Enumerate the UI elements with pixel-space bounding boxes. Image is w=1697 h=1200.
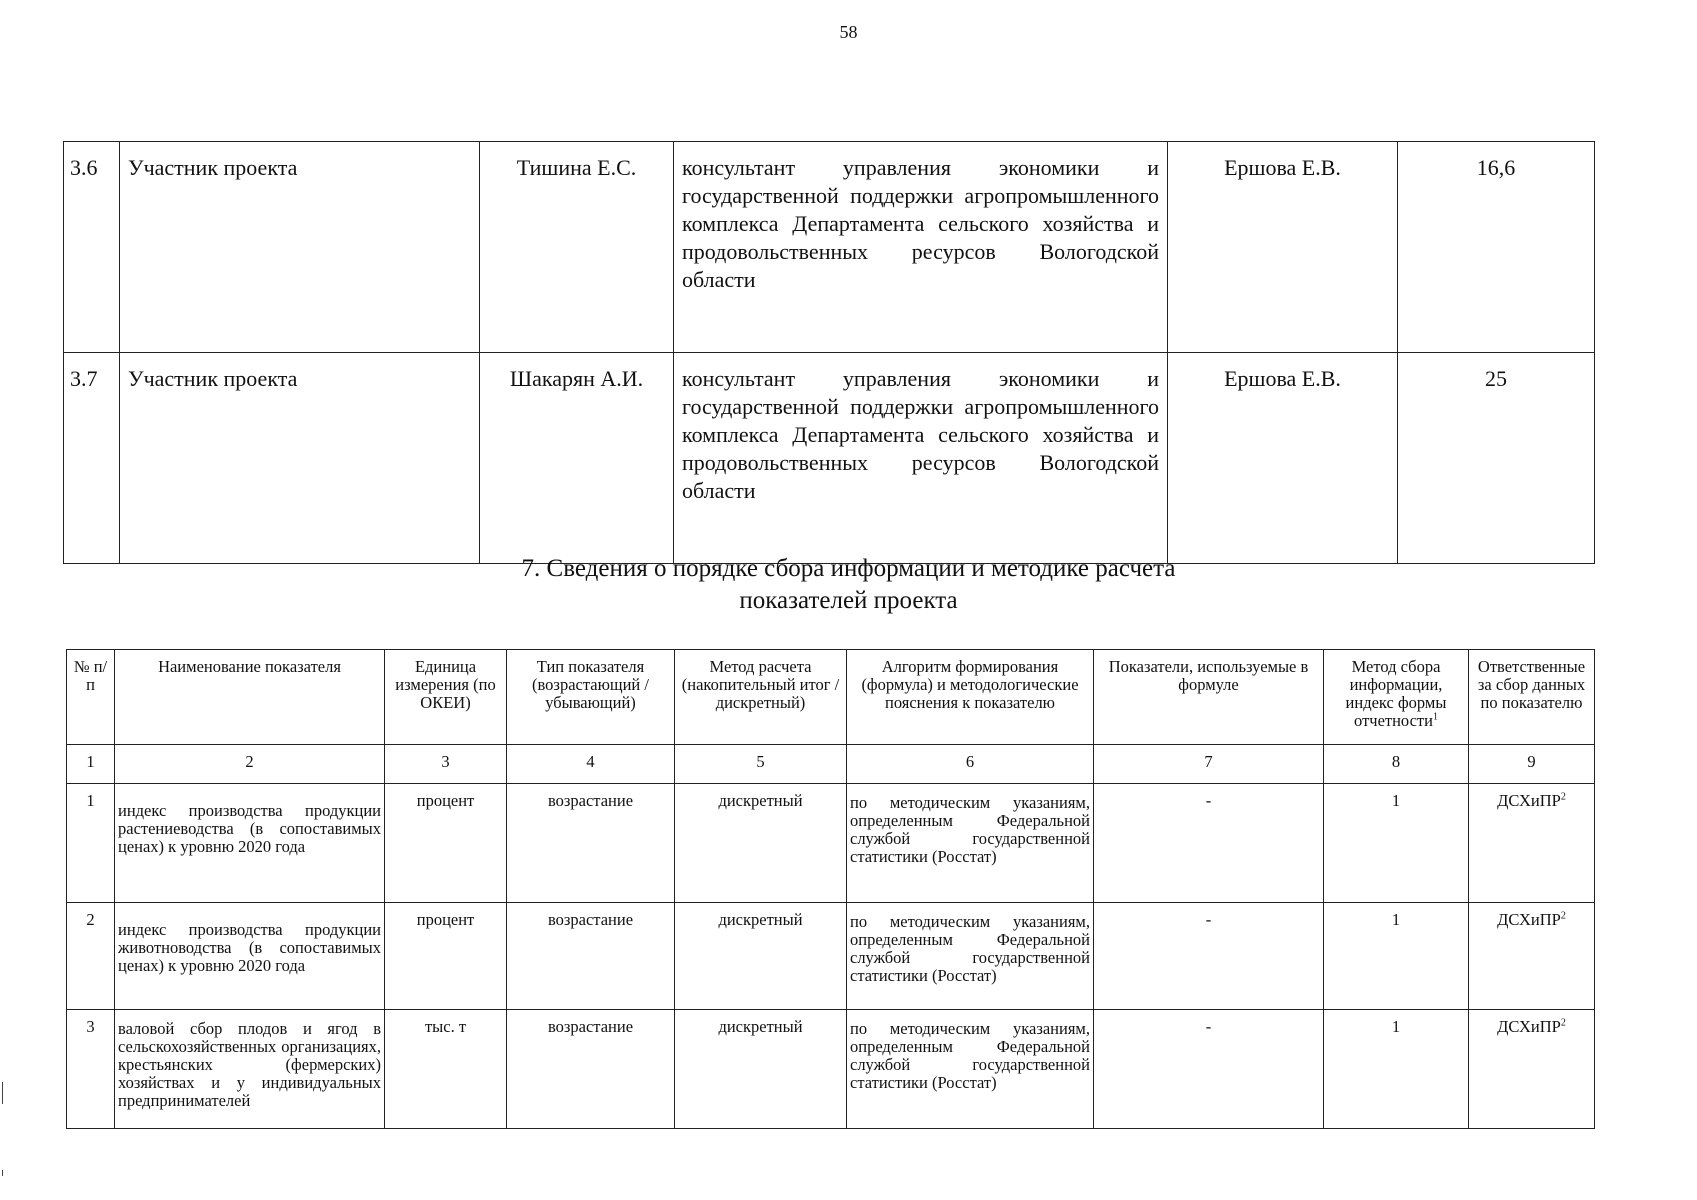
row-number: 3.6 [64, 142, 120, 353]
indicator-algorithm: по методическим указаниям, определенным Федеральной службой государственной статистики (Росстат) [847, 784, 1094, 903]
indicator-num: 1 [67, 784, 115, 903]
participant-name: Тишина Е.С. [480, 142, 674, 353]
indicator-unit: процент [385, 784, 507, 903]
table-row [67, 1010, 1595, 1129]
participant-role: Участник проекта [120, 142, 480, 353]
footnote-marker: 2 [1560, 1017, 1566, 1029]
indicator-type: возрастание [507, 903, 675, 1010]
column-number: 3 [385, 745, 507, 784]
row-number: 3.7 [64, 353, 120, 564]
indicator-algorithm: по методическим указаниям, определенным Федеральной службой государственной статистики (Росстат) [847, 903, 1094, 1010]
column-number: 5 [675, 745, 847, 784]
indicator-responsible [1469, 784, 1595, 903]
participant-percent: 16,6 [1398, 142, 1595, 353]
page-number: 58 [839, 22, 858, 42]
section-title-line-2: показателей проекта [739, 587, 958, 614]
indicator-type: возрастание [507, 1010, 675, 1129]
participant-supervisor: Ершова Е.В. [1168, 142, 1398, 353]
header-responsible: Ответственные за сбор данных по показателю [1469, 650, 1595, 745]
column-number: 7 [1094, 745, 1324, 784]
column-number: 8 [1324, 745, 1469, 784]
footnote-marker: 1 [1432, 711, 1438, 723]
indicator-collection: 1 [1324, 784, 1469, 903]
column-number: 2 [115, 745, 385, 784]
header-type: Тип показателя (возрастающий /убывающий) [507, 650, 675, 745]
indicator-formula-vars: - [1094, 1010, 1324, 1129]
header-num: № п/п [67, 650, 115, 745]
header-row [67, 650, 1595, 745]
header-unit: Единица измерения (по ОКЕИ) [385, 650, 507, 745]
header-collection [1324, 650, 1469, 745]
footnote-marker: 2 [1560, 910, 1566, 922]
section-title [0, 553, 1697, 617]
indicator-method: дискретный [675, 903, 847, 1010]
table-row [64, 353, 1595, 564]
indicator-num: 3 [67, 1010, 115, 1129]
indicator-collection: 1 [1324, 903, 1469, 1010]
footnote-marker: 2 [1560, 791, 1566, 803]
participants-table [63, 141, 1595, 564]
indicator-name: индекс производства продукции растениеводства (в сопоставимых ценах) к уровню 2020 года [115, 784, 385, 903]
indicator-formula-vars: - [1094, 903, 1324, 1010]
column-number: 1 [67, 745, 115, 784]
table-row [67, 784, 1595, 903]
indicator-responsible [1469, 1010, 1595, 1129]
column-number: 6 [847, 745, 1094, 784]
header-collection-text: Метод сбора информации, индекс формы отчетности [1345, 657, 1447, 730]
responsible-text: ДСХиПР [1497, 791, 1561, 810]
participant-percent: 25 [1398, 353, 1595, 564]
responsible-text: ДСХиПР [1497, 910, 1561, 929]
participant-supervisor: Ершова Е.В. [1168, 353, 1398, 564]
indicator-unit: тыс. т [385, 1010, 507, 1129]
indicator-formula-vars: - [1094, 784, 1324, 903]
indicator-num: 2 [67, 903, 115, 1010]
indicator-unit: процент [385, 903, 507, 1010]
header-name: Наименование показателя [115, 650, 385, 745]
header-formula-vars: Показатели, используемые в формуле [1094, 650, 1324, 745]
participant-position: консультант управления экономики и государственной поддержки агропромышленного комплекса Департамента сельского хозяйства и продовольственных ресурсов Вологодской области [674, 142, 1168, 353]
section-title-line-1: 7. Сведения о порядке сбора информации и методике расчета [521, 555, 1176, 582]
indicator-collection: 1 [1324, 1010, 1469, 1129]
column-number: 9 [1469, 745, 1595, 784]
indicators-table [66, 649, 1595, 1129]
indicator-name: индекс производства продукции животноводства (в сопоставимых ценах) к уровню 2020 года [115, 903, 385, 1010]
table-row [64, 142, 1595, 353]
indicator-method: дискретный [675, 784, 847, 903]
header-method: Метод расчета (накопительный итог / дискретный) [675, 650, 847, 745]
scan-margin-mark [2, 1082, 6, 1104]
participant-role: Участник проекта [120, 353, 480, 564]
header-algorithm: Алгоритм формирования (формула) и методологические пояснения к показателю [847, 650, 1094, 745]
indicator-algorithm: по методическим указаниям, определенным Федеральной службой государственной статистики (Росстат) [847, 1010, 1094, 1129]
indicator-responsible [1469, 903, 1595, 1010]
participant-position: консультант управления экономики и государственной поддержки агропромышленного комплекса Департамента сельского хозяйства и продовольственных ресурсов Вологодской области [674, 353, 1168, 564]
table-row [67, 903, 1595, 1010]
indicator-method: дискретный [675, 1010, 847, 1129]
scan-margin-mark [2, 1170, 6, 1176]
column-number: 4 [507, 745, 675, 784]
indicator-type: возрастание [507, 784, 675, 903]
responsible-text: ДСХиПР [1497, 1017, 1561, 1036]
indicator-name: валовой сбор плодов и ягод в сельскохозяйственных организациях, крестьянских (фермерских) хозяйствах и у индивидуальных предпринимателей [115, 1010, 385, 1129]
column-number-row [67, 745, 1595, 784]
participant-name: Шакарян А.И. [480, 353, 674, 564]
